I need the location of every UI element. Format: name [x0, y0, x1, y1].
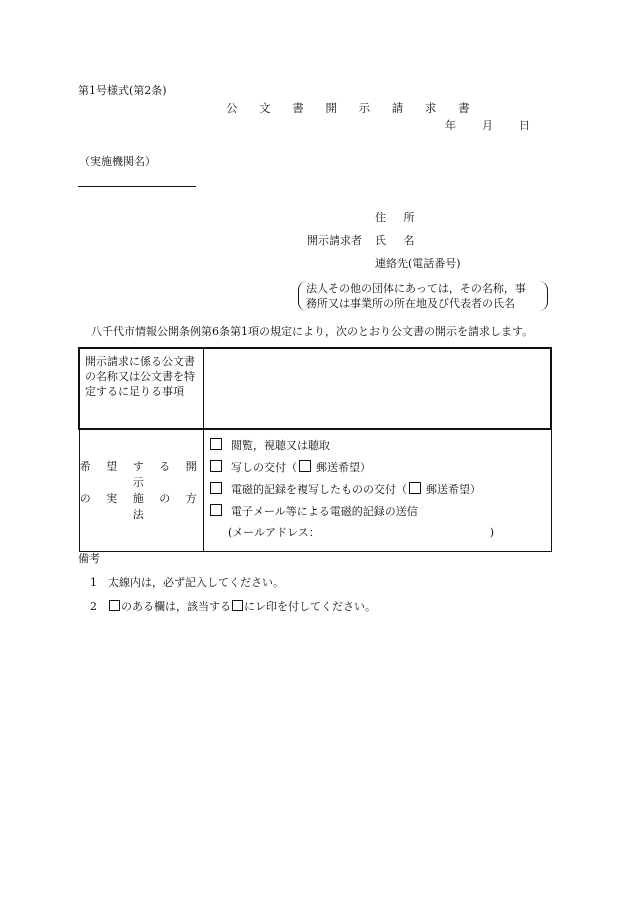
electronic-copy-mail-checkbox[interactable]	[409, 482, 421, 494]
agency-name-label: （実施機関名）	[79, 155, 156, 168]
email-address-label: (メールアドレス：	[228, 526, 320, 539]
note-item-2-text-a: のある欄は，該当する	[121, 600, 231, 613]
document-spec-label: 開示請求に係る公文書の名称又は公文書を特定するに足りる事項	[79, 348, 204, 429]
note-item-2-text-b: にレ印を付してください。	[244, 600, 376, 613]
method-label	[79, 429, 204, 552]
note-item-1-text: 太線内は，必ず記入してください。	[108, 576, 284, 589]
checkbox-symbol-icon	[109, 600, 120, 611]
method-label-line-1: 希 望 す る 開 示	[79, 459, 203, 489]
copy-mail-label: 郵送希望）	[316, 461, 371, 474]
document-spec-row	[79, 348, 551, 429]
method-label-line-2: の 実 施 の 方 法	[79, 491, 203, 521]
electronic-copy-label: 電磁的記録を複写したものの交付（	[231, 483, 407, 496]
note-item-2	[90, 600, 376, 614]
method-options	[204, 429, 552, 552]
requester-label: 開示請求者	[307, 234, 362, 247]
option-view	[210, 438, 551, 460]
contact-label: 連絡先(電話番号)	[375, 257, 461, 270]
view-label: 閲覧，視聴又は聴取	[231, 439, 330, 452]
document-spec-field[interactable]	[204, 348, 552, 429]
notes-heading: 備考	[78, 552, 100, 565]
electronic-copy-checkbox[interactable]	[210, 482, 222, 494]
view-checkbox[interactable]	[210, 438, 222, 450]
note-item-1-number: 1	[90, 576, 97, 589]
address-label: 住 所	[375, 211, 422, 224]
email-address-line	[210, 526, 551, 548]
corporate-note-line-2: 務所又は事業所の所在地及び代表者の氏名	[306, 297, 515, 310]
email-option-label: 電子メール等による電磁的記録の送信	[231, 505, 418, 518]
email-checkbox[interactable]	[210, 504, 222, 516]
option-electronic-copy	[210, 482, 551, 504]
note-item-2-number: 2	[90, 600, 97, 613]
intro-text: 八千代市情報公開条例第6条第1項の規定により，次のとおり公文書の開示を請求します。	[91, 325, 534, 338]
date-month-label: 月	[482, 119, 493, 132]
document-title: 公 文 書 開 示 請 求 書	[226, 101, 479, 115]
copy-mail-checkbox[interactable]	[299, 460, 311, 472]
corporate-note-line-1: 法人その他の団体にあっては，その名称，事	[306, 282, 526, 295]
request-table	[78, 347, 552, 552]
form-number: 第1号様式(第2条)	[78, 84, 167, 97]
copy-checkbox[interactable]	[210, 460, 222, 472]
date-day-label: 日	[519, 119, 530, 132]
method-row	[79, 429, 551, 552]
checkbox-symbol-icon	[232, 600, 243, 611]
note-item-1	[90, 576, 284, 590]
email-address-field[interactable]: )	[489, 526, 495, 539]
agency-name-field[interactable]	[78, 186, 196, 187]
option-email	[210, 504, 551, 526]
electronic-copy-mail-label: 郵送希望）	[426, 483, 481, 496]
copy-label: 写しの交付（	[231, 461, 297, 474]
date-year-label: 年	[445, 119, 456, 132]
option-copy	[210, 460, 551, 482]
name-label: 氏 名	[375, 234, 422, 247]
